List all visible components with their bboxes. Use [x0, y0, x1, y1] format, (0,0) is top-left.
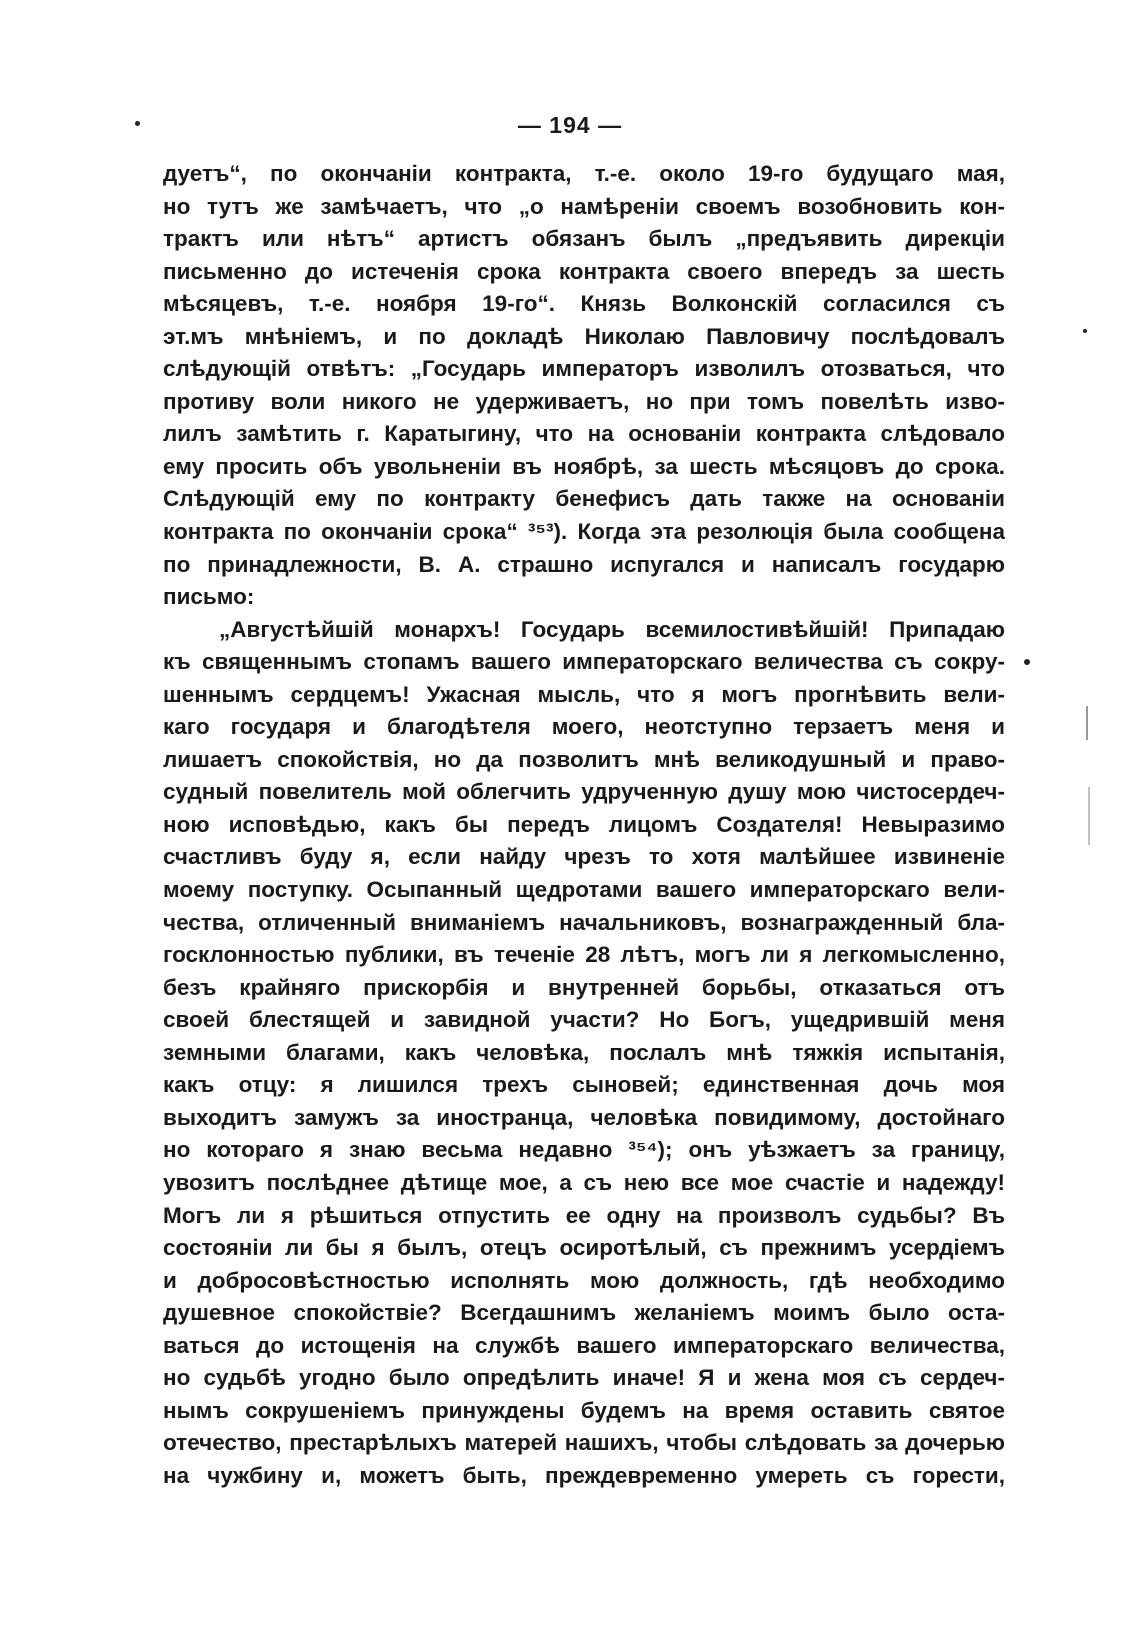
text-line: слѣдующій отвѣтъ: „Государь императоръ изволилъ отозваться, что: [163, 356, 1005, 382]
print-speck-left: [135, 121, 140, 126]
text-line: дуетъ“, по окончаніи контракта, т.-е. около 19-го будущаго мая,: [163, 161, 1005, 186]
text-line: нымъ сокрушеніемъ принуждены будемъ на время оставить святое: [163, 1397, 1005, 1423]
text-line: отечество, престарѣлыхъ матерей нашихъ, чтобы слѣдовать за дочерью: [163, 1430, 1005, 1456]
text-line: но тутъ же замѣчаетъ, что „о намѣреніи своемъ возобновить кон-: [163, 193, 1005, 219]
text-line: каго государя и благодѣтеля моего, неотступно терзаетъ меня и: [163, 714, 1005, 740]
scan-edge-mark: [1086, 706, 1088, 740]
text-line: какъ отцу: я лишился трехъ сыновей; единственная дочь моя: [163, 1072, 1005, 1098]
text-line: счастливъ буду я, если найду чрезъ то хотя малѣйшее извиненіе: [163, 844, 1005, 870]
text-line: выходитъ замужъ за иностранца, человѣка повидимому, достойнаго: [163, 1104, 1005, 1130]
text-line: и добросовѣстностью исполнять мою должность, гдѣ необходимо: [163, 1267, 1005, 1293]
page-number: — 194 —: [517, 112, 623, 138]
text-line: состояніи ли бы я былъ, отецъ осиротѣлый, съ прежнимъ усердіемъ: [163, 1235, 1005, 1261]
print-speck-right-mid: [1024, 659, 1030, 665]
text-line: мѣсяцевъ, т.-е. ноября 19-го“. Князь Волконскій согласился съ: [163, 291, 1005, 317]
text-line: душевное спокойствіе? Всегдашнимъ желаніемъ моимъ было оста-: [163, 1300, 1005, 1326]
text-line: контракта по окончаніи срока“ ³⁵³). Когда эта резолюція была сообщена: [163, 519, 1005, 545]
text-line: безъ крайняго прискорбія и внутренней борьбы, отказаться отъ: [163, 974, 1005, 1000]
text-line: чества, отличенный вниманіемъ начальниковъ, вознагражденный бла-: [163, 909, 1005, 935]
text-line: госклонностью публики, въ теченіе 28 лѣтъ, могъ ли я легкомысленно,: [163, 942, 1005, 968]
text-line: земными благами, какъ человѣка, послалъ мнѣ тяжкія испытанія,: [163, 1039, 1005, 1065]
text-line: на чужбину и, можетъ быть, преждевременно умереть съ горести,: [163, 1462, 1005, 1488]
text-line: къ священнымъ стопамъ вашего императорскаго величества съ сокру-: [163, 649, 1005, 675]
text-line: ваться до истощенія на службѣ вашего императорскаго величества,: [163, 1332, 1005, 1358]
text-line: ною исповѣдью, какъ бы передъ лицомъ Создателя! Невыразимо: [163, 811, 1005, 837]
text-line: по принадлежности, В. А. страшно испугался и написалъ государю: [163, 551, 1005, 577]
text-line: судный повелитель мой облегчить удрученную душу мою чистосердеч-: [163, 779, 1005, 805]
text-line: лилъ замѣтить г. Каратыгину, что на основаніи контракта слѣдовало: [163, 421, 1005, 447]
letter-first-line: „Августѣйшій монархъ! Государь всемилостивѣйшій! Припадаю: [219, 616, 1005, 642]
text-line: письменно до истеченія срока контракта своего впередъ за шесть: [163, 258, 1005, 284]
text-line: письмо:: [163, 584, 255, 610]
print-speck-right-top: [1083, 329, 1087, 333]
text-line: моему поступку. Осыпанный щедротами вашего императорскаго вели-: [163, 877, 1005, 903]
text-line: противу воли никого не удерживаетъ, но при томъ повелѣть изво-: [163, 388, 1005, 414]
text-line: Слѣдующій ему по контракту бенефисъ дать также на основаніи: [163, 486, 1005, 512]
text-line: своей блестящей и завидной участи? Но Богъ, ущедрившій меня: [163, 1007, 1005, 1033]
text-line: Могъ ли я рѣшиться отпустить ее одну на произволъ судьбы? Въ: [163, 1202, 1005, 1228]
text-line: но котораго я знаю весьма недавно ³⁵⁴); онъ уѣзжаетъ за границу,: [163, 1137, 1005, 1163]
text-line: увозитъ послѣднее дѣтище мое, а съ нею все мое счастіе и надежду!: [163, 1169, 1005, 1195]
text-line: лишаетъ спокойствія, но да позволитъ мнѣ великодушный и право-: [163, 746, 1005, 772]
text-line: ему просить объ увольненіи въ ноябрѣ, за шесть мѣсяцовъ до срока.: [163, 453, 1005, 479]
text-line: эт.мъ мнѣніемъ, и по докладѣ Николаю Павловичу послѣдовалъ: [163, 323, 1005, 349]
scan-edge-mark-lower: [1088, 787, 1090, 845]
text-line: но судьбѣ угодно было опредѣлить иначе! Я и жена моя съ сердеч-: [163, 1365, 1005, 1391]
body-text: [163, 158, 1005, 1492]
text-line: трактъ или нѣтъ“ артистъ обязанъ былъ „предъявить дирекціи: [163, 226, 1005, 252]
text-line: шеннымъ сердцемъ! Ужасная мысль, что я могъ прогнѣвить вели-: [163, 681, 1005, 707]
